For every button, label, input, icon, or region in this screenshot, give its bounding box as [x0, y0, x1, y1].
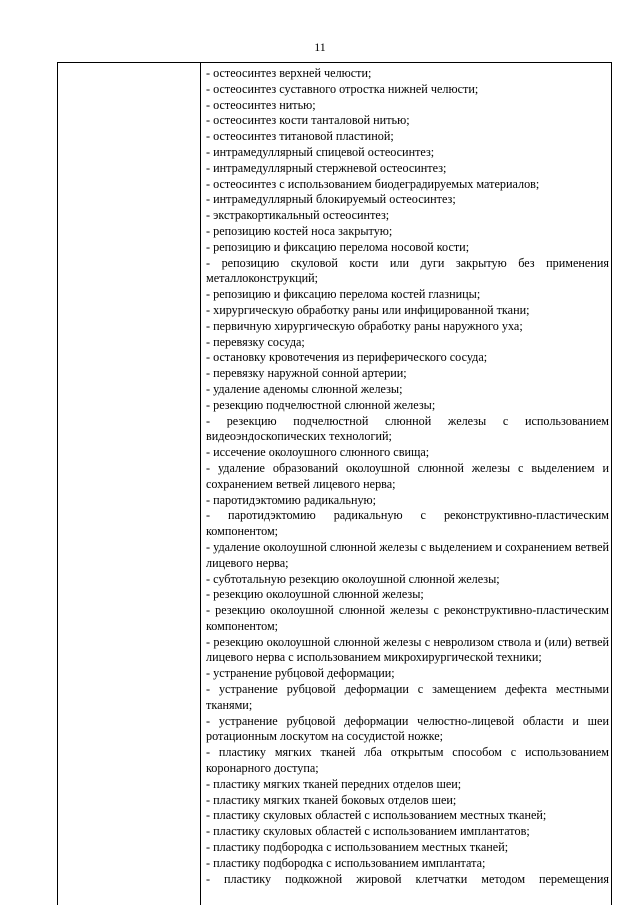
procedures-table — [57, 62, 612, 905]
list-item: - пластику скуловых областей с использованием местных тканей; — [206, 808, 547, 823]
list-item: - репозицию и фиксацию перелома костей глазницы; — [206, 287, 481, 302]
list-item: - остеосинтез нитью; — [206, 97, 316, 112]
list-item: - устранение рубцовой деформации; — [206, 666, 395, 681]
list-item: - удаление околоушной слюнной железы с выделением и сохранением ветвей лицевого нерва; — [206, 539, 609, 570]
list-item: - перевязку наружной сонной артерии; — [206, 366, 407, 381]
list-item: - остеосинтез с использованием биодеградируемых материалов; — [206, 176, 540, 191]
list-item: - остеосинтез суставного отростка нижней челюсти; — [206, 81, 479, 96]
list-item: - интрамедуллярный стержневой остеосинтез; — [206, 160, 447, 175]
list-item: - резекцию подчелюстной слюнной железы с использованием видеоэндоскопических технологий; — [206, 413, 609, 444]
list-item: - репозицию скуловой кости или дуги закрытую без применения металлоконструкций; — [206, 255, 609, 286]
list-item: - резекцию подчелюстной слюнной железы; — [206, 397, 436, 412]
list-item: - хирургическую обработку раны или инфицированной ткани; — [206, 302, 530, 317]
list-item: - пластику подкожной жировой клетчатки методом перемещения — [206, 871, 609, 886]
list-item: - пластику подбородка с использованием местных тканей; — [206, 840, 509, 855]
table-left-column — [58, 63, 201, 905]
list-item: - иссечение околоушного слюнного свища; — [206, 445, 430, 460]
list-item: - устранение рубцовой деформации с замещением дефекта местными тканями; — [206, 682, 609, 712]
list-item: - устранение рубцовой деформации челюстно-лицевой области и шеи ротационным лоскутом на сосудистой ножке; — [206, 713, 609, 744]
list-item: - пластику мягких тканей боковых отделов шеи; — [206, 792, 457, 807]
procedures-list — [206, 66, 609, 887]
list-item: - репозицию и фиксацию перелома носовой кости; — [206, 239, 470, 254]
list-item: - удаление образований околоушной слюнной железы с выделением и сохранением ветвей лицевого нерва; — [206, 460, 609, 491]
list-item: - пластику скуловых областей с использованием имплантатов; — [206, 824, 530, 839]
list-item: - репозицию костей носа закрытую; — [206, 223, 393, 238]
list-item: - удаление аденомы слюнной железы; — [206, 381, 403, 396]
list-item: - пластику мягких тканей лба открытым способом с использованием коронарного доступа; — [206, 745, 609, 776]
list-item: - первичную хирургическую обработку раны наружного уха; — [206, 318, 523, 333]
list-item: - резекцию околоушной слюнной железы с реконструктивно-пластическим компонентом; — [206, 603, 609, 633]
list-item: - паротидэктомию радикальную; — [206, 492, 377, 507]
list-item: - экстракортикальный остеосинтез; — [206, 208, 390, 223]
list-item: - резекцию околоушной слюнной железы с невролизом ствола и (или) ветвей лицевого нерва с использованием микрохирургической техники; — [206, 634, 609, 665]
list-item: - остеосинтез верхней челюсти; — [206, 66, 372, 80]
list-item: - пластику подбородка с использованием имплантата; — [206, 855, 486, 870]
list-item: - субтотальную резекцию околоушной слюнной железы; — [206, 571, 500, 586]
list-item: - резекцию околоушной слюнной железы; — [206, 587, 424, 602]
list-item: - паротидэктомию радикальную с реконструктивно-пластическим компонентом; — [206, 508, 609, 539]
page-number: 11 — [314, 40, 326, 54]
list-item: - перевязку сосуда; — [206, 334, 305, 349]
list-item: - остеосинтез кости танталовой нитью; — [206, 113, 410, 128]
list-item: - пластику мягких тканей передних отделов шеи; — [206, 776, 462, 791]
list-item: - остановку кровотечения из периферического сосуда; — [206, 350, 488, 365]
list-item: - остеосинтез титановой пластиной; — [206, 129, 394, 144]
list-item: - интрамедуллярный блокируемый остеосинтез; — [206, 192, 456, 207]
list-item: - интрамедуллярный спицевой остеосинтез; — [206, 144, 435, 159]
